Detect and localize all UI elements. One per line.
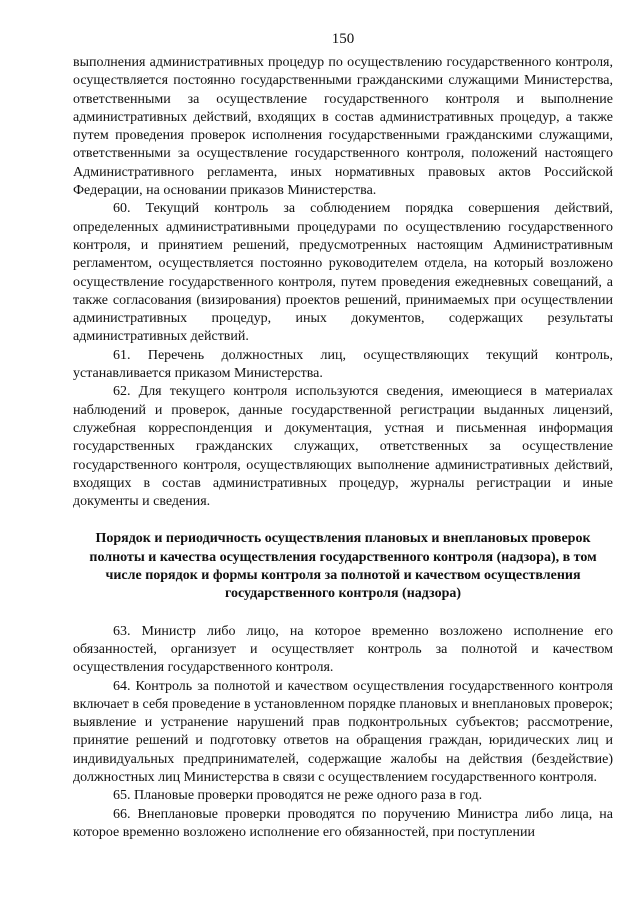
paragraph-62: 62. Для текущего контроля используются сведения, имеющиеся в материалах наблюдений и проверок, данные государственной регистрации выданных лицензий, служебная корреспонденция и документация, устная и письменная информация государственных гражданских служащих, ответственных за осуществление государственного контроля, осуществляющих выполнение административных действий, входящих в состав административных процедур, журналы регистрации и иные документы и сведения.	[73, 384, 613, 510]
paragraph-66: 66. Внеплановые проверки проводятся по поручению Министра либо лица, на которое временно возложено исполнение его обязанностей, при поступлении	[73, 806, 613, 840]
paragraph-61: 61. Перечень должностных лиц, осуществляющих текущий контроль, устанавливается приказом Министерства.	[73, 347, 613, 382]
page-number: 150	[331, 31, 355, 47]
paragraph-continuation: выполнения административных процедур по осуществлению государственного контроля, осуществляется постоянно государственными гражданскими служащими Министерства, ответственными за осуществление государственного контроля и выполнение административных действий, входящих в состав административных процедур, а также путем проведения проверок исполнения государственными гражданскими служащими, ответственными за осуществление государственного контроля, положений настоящего Административного регламента, иных нормативных правовых актов Российской Федерации, на основании приказов Министерства.	[73, 55, 613, 199]
paragraph-60: 60. Текущий контроль за соблюдением порядка совершения действий, определенных административными процедурами по осуществлению государственного контроля, и принятием решений, предусмотренных настоящим Административным регламентом, осуществляется постоянно руководителем отдела, на который возложено осуществление государственного контроля, путем проведения ежедневных совещаний, а также согласования (визирования) проектов решений, принимаемых при осуществлении административных процедур, иных документов, содержащих результаты административных действий.	[73, 201, 613, 345]
paragraph-64: 64. Контроль за полнотой и качеством осуществления государственного контроля включает в себя проведение в установленном порядке плановых и внеплановых проверок; выявление и устранение нарушений прав подконтрольных субъектов; рассмотрение, принятие решений и подготовку ответов на обращения граждан, юридических лиц и индивидуальных предпринимателей, содержащие жалобы на действия (бездействие) должностных лиц Министерства в связи с осуществлением государственного контроля.	[73, 678, 613, 785]
section-heading: Порядок и периодичность осуществления плановых и внеплановых проверок полноты и качества осуществления государственного контроля (надзора), в том числе порядок и формы контроля за полнотой и качеством осуществления государственного контроля (надзора)	[89, 531, 597, 602]
paragraph-63: 63. Министр либо лицо, на которое временно возложено исполнение его обязанностей, организует и осуществляет контроль за полнотой и качеством осуществления государственного контроля.	[73, 623, 613, 676]
paragraph-65: 65. Плановые проверки проводятся не реже одного раза в год.	[113, 788, 483, 804]
document-body	[73, 54, 613, 842]
